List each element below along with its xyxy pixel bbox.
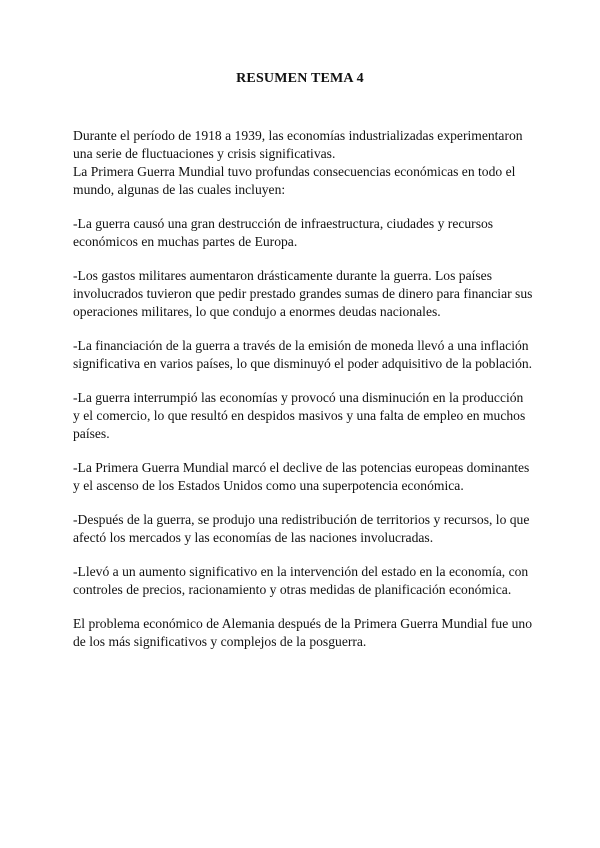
paragraph-consequences-intro: La Primera Guerra Mundial tuvo profundas consecuencias económicas en todo el mundo, algunas de las cuales incluyen: (73, 164, 516, 197)
paragraph-germany: El problema económico de Alemania después de la Primera Guerra Mundial fue uno de los más significativos y complejos de la posguerra. (73, 616, 533, 649)
paragraph-redistribution: -Después de la guerra, se produjo una redistribución de territorios y recursos, lo que afectó los mercados y las economías de las naciones involucradas. (73, 512, 530, 545)
document-body (73, 127, 533, 667)
paragraph-destruction: -La guerra causó una gran destrucción de infraestructura, ciudades y recursos económicos en muchas partes de Europa. (73, 216, 494, 249)
paragraph-intro: Durante el período de 1918 a 1939, las economías industrializadas experimentaron una serie de fluctuaciones y crisis significativas. (73, 128, 523, 161)
paragraph-state-intervention: -Llevó a un aumento significativo en la intervención del estado en la economía, con controles de precios, racionamiento y otras medidas de planificación económica. (73, 564, 529, 597)
paragraph-unemployment: -La guerra interrumpió las economías y provocó una disminución en la producción y el comercio, lo que resultó en despidos masivos y una falta de empleo en muchos países. (73, 390, 526, 441)
paragraph-power-shift: -La Primera Guerra Mundial marcó el declive de las potencias europeas dominantes y el ascenso de los Estados Unidos como una superpotencia económica. (73, 460, 530, 493)
document-title: RESUMEN TEMA 4 (236, 71, 364, 86)
paragraph-military-spending: -Los gastos militares aumentaron drásticamente durante la guerra. Los países involucrados tuvieron que pedir prestado grandes sumas de dinero para financiar sus operaciones militares, lo que condujo a enormes deudas nacionales. (73, 268, 533, 319)
paragraph-inflation: -La financiación de la guerra a través de la emisión de moneda llevó a una inflación significativa en varios países, lo que disminuyó el poder adquisitivo de la población. (73, 338, 533, 371)
